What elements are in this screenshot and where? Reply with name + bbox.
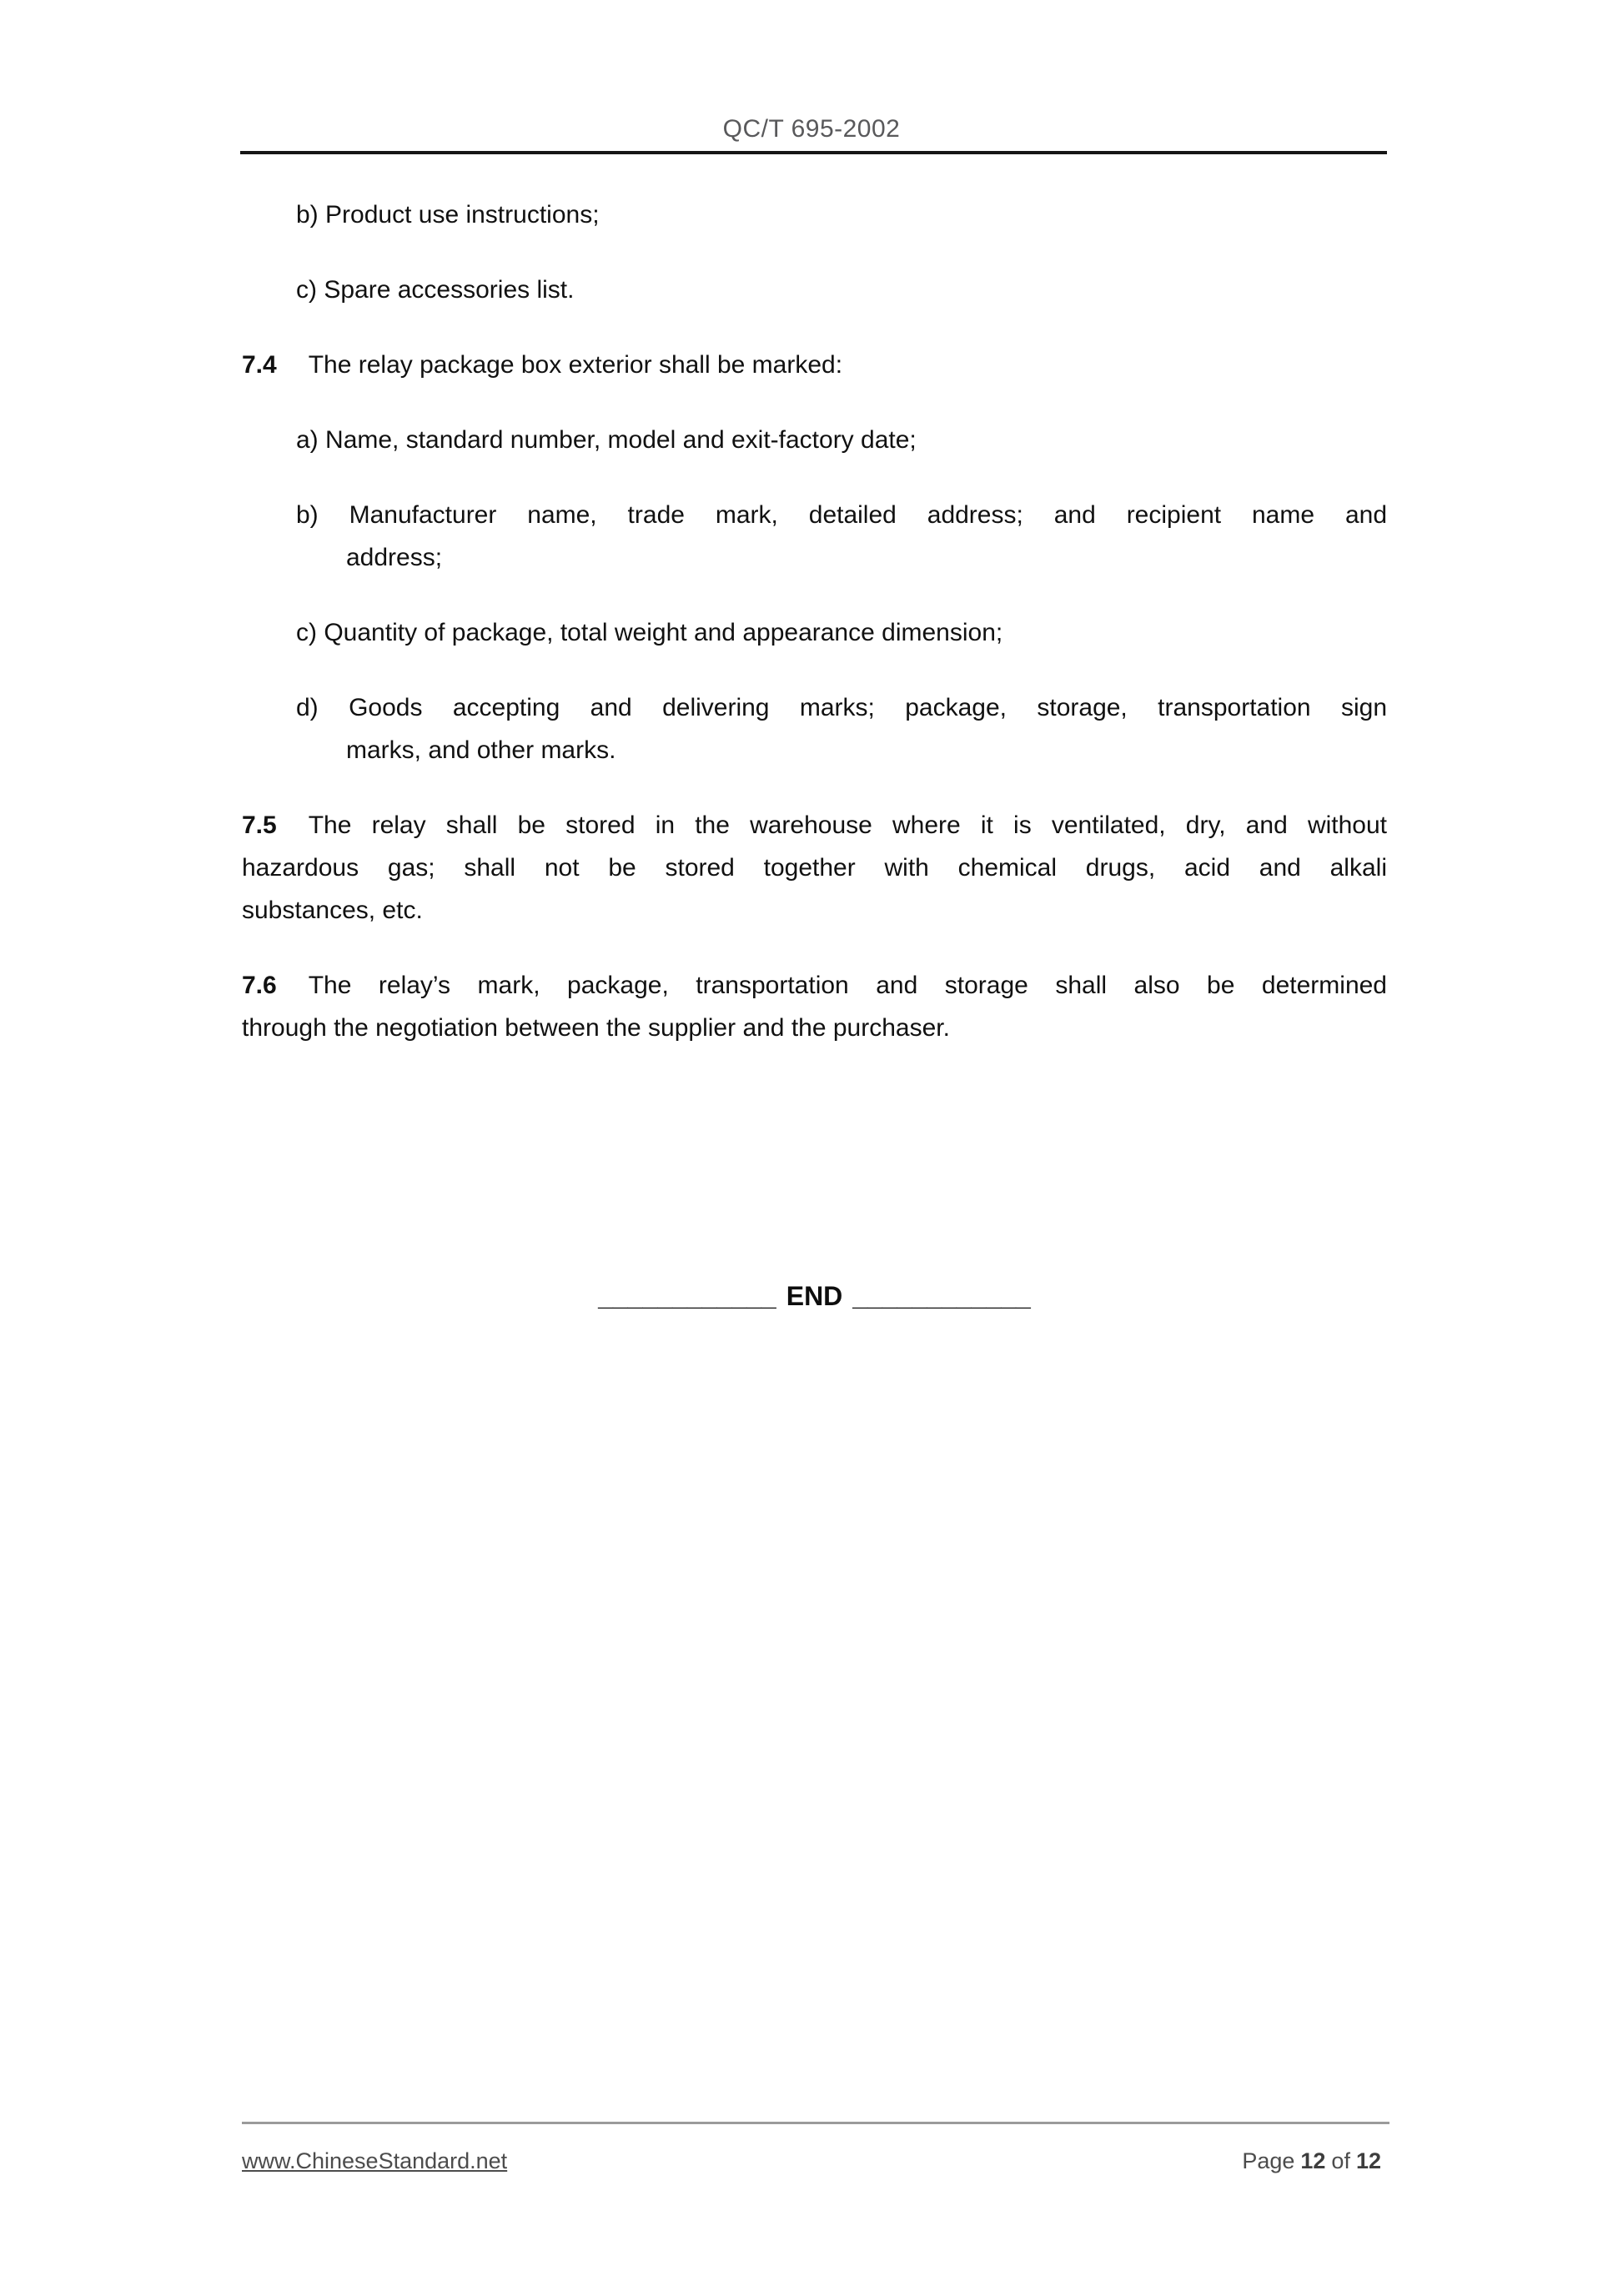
list-marker: b): [296, 201, 319, 229]
end-left-rule: ____________: [598, 1281, 776, 1311]
section-paragraph: [242, 804, 1387, 932]
list-marker: c): [296, 276, 317, 304]
list-item-continuation: address;: [346, 544, 443, 571]
section-text: The relay’s mark, package, transportation and storage shall also be determined: [308, 972, 1387, 999]
list-item-line: [296, 419, 1387, 461]
list-item-line: [296, 494, 1387, 536]
list-marker: a): [296, 426, 319, 454]
list-item: [296, 269, 1387, 311]
list-item: [296, 419, 1387, 461]
section-continuation: substances, etc.: [242, 897, 423, 924]
list-item-line: [296, 611, 1387, 654]
header-rule: [240, 151, 1387, 154]
document-body: [242, 193, 1387, 1318]
list-item: [296, 494, 1387, 579]
list-item-continuation: marks, and other marks.: [346, 736, 616, 764]
section-paragraph: [242, 964, 1387, 1049]
page-total: 12: [1355, 2148, 1381, 2173]
list-item-text: Spare accessories list.: [324, 276, 575, 304]
list-item-text: Quantity of package, total weight and appearance dimension;: [324, 619, 1003, 646]
page-title: QC/T 695-2002: [722, 115, 901, 143]
list-marker: d): [296, 694, 319, 721]
of-label: of: [1331, 2148, 1350, 2173]
section-number: 7.5: [242, 811, 277, 839]
list-item: [296, 611, 1387, 654]
list-item: [296, 193, 1387, 236]
website-link[interactable]: www.ChineseStandard.net: [242, 2148, 508, 2173]
footer-rule: [242, 2122, 1389, 2124]
page-indicator: [1242, 2147, 1387, 2175]
section-line: [242, 964, 1387, 1007]
list-item-line: [296, 686, 1387, 729]
section-continuation: through the negotiation between the supplier and the purchaser.: [242, 1014, 950, 1042]
section-paragraph: [242, 344, 1387, 386]
section-line: [242, 804, 1387, 847]
section-number: 7.6: [242, 972, 277, 999]
section-line: [242, 344, 1387, 386]
section-text: The relay shall be stored in the warehouse where it is ventilated, dry, and without: [308, 811, 1387, 839]
end-marker: [242, 1275, 1387, 1318]
list-marker: c): [296, 619, 317, 646]
section-continuation: hazardous gas; shall not be stored together with chemical drugs, acid and alkali: [242, 854, 1387, 882]
list-item-line: [296, 193, 1387, 236]
list-item: [296, 686, 1387, 771]
section-text: The relay package box exterior shall be marked:: [308, 351, 843, 379]
page-current: 12: [1300, 2148, 1326, 2173]
page-label: Page: [1242, 2148, 1295, 2173]
list-item-text: Manufacturer name, trade mark, detailed address; and recipient name and: [349, 501, 1388, 529]
list-item-text: Name, standard number, model and exit-factory date;: [325, 426, 917, 454]
list-marker: b): [296, 501, 319, 529]
list-item-line: [296, 269, 1387, 311]
list-item-text: Product use instructions;: [325, 201, 600, 229]
end-label: END: [786, 1281, 843, 1311]
section-number: 7.4: [242, 351, 277, 379]
end-right-rule: ____________: [852, 1281, 1031, 1311]
list-item-text: Goods accepting and delivering marks; package, storage, transportation sign: [349, 694, 1387, 721]
page-footer: [242, 2147, 1387, 2175]
